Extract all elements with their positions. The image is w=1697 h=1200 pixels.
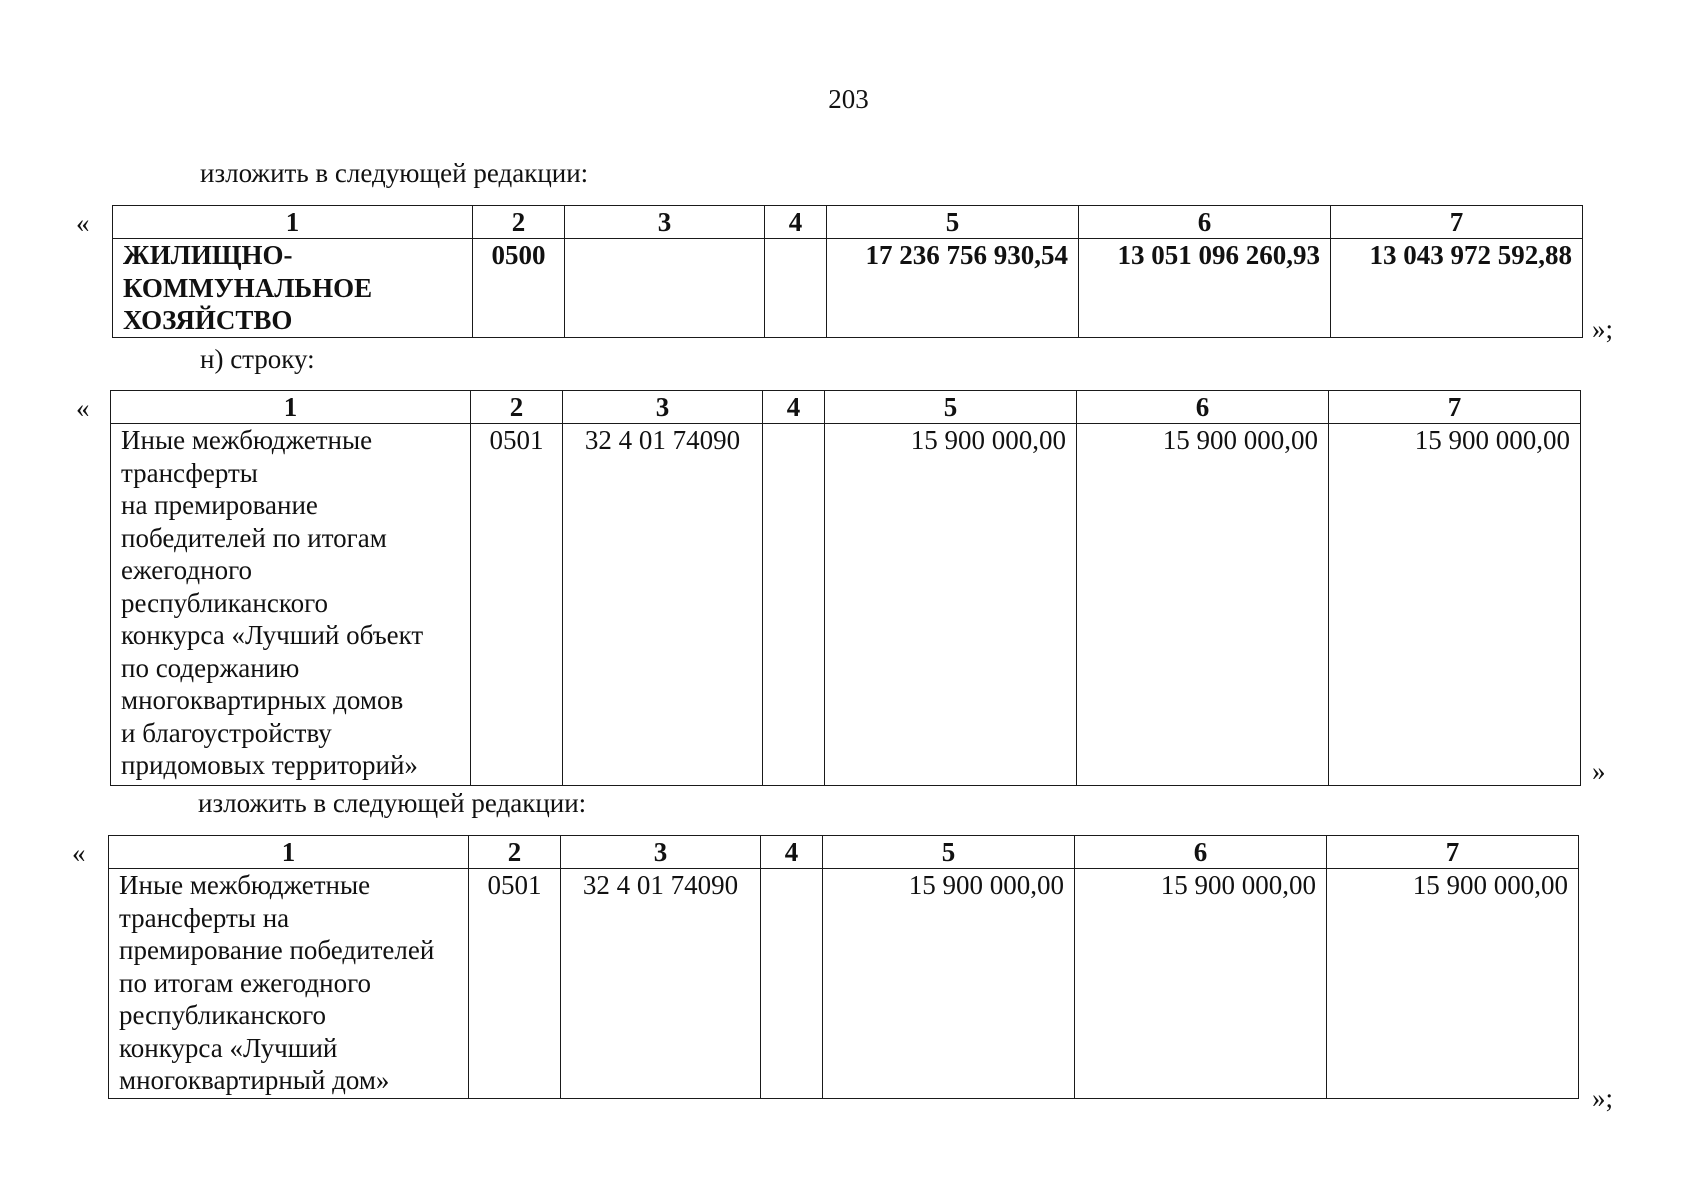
page-number: 203 bbox=[828, 84, 869, 114]
table-row bbox=[109, 869, 1579, 1099]
row-name bbox=[109, 869, 469, 1099]
row-col-7: 15 900 000,00 bbox=[1329, 424, 1581, 786]
row-col-7: 15 900 000,00 bbox=[1327, 869, 1579, 1099]
table-row bbox=[111, 424, 1581, 786]
row-col-3: 32 4 01 74090 bbox=[563, 424, 763, 786]
header-col-7: 7 bbox=[1327, 836, 1579, 869]
header-col-4: 4 bbox=[761, 836, 823, 869]
row-col-2: 0501 bbox=[469, 869, 561, 1099]
row-col-4 bbox=[763, 424, 825, 786]
section3-quote-open: « bbox=[72, 838, 86, 868]
row-name bbox=[111, 424, 471, 786]
header-col-4: 4 bbox=[763, 391, 825, 424]
row-name-text: Иные межбюджетные трансферты на премирование победителей по итогам ежегодного республиканского конкурса «Лучший многоквартирный дом» bbox=[119, 870, 435, 1095]
header-col-1: 1 bbox=[113, 206, 473, 239]
table-row bbox=[113, 239, 1583, 338]
section2-quote-close: » bbox=[1592, 756, 1606, 786]
header-col-3: 3 bbox=[565, 206, 765, 239]
section3-intro: изложить в следующей редакции: bbox=[198, 788, 587, 818]
header-col-2: 2 bbox=[471, 391, 563, 424]
header-col-6: 6 bbox=[1075, 836, 1327, 869]
header-col-2: 2 bbox=[473, 206, 565, 239]
row-col-4 bbox=[761, 869, 823, 1099]
section1-quote-close: »; bbox=[1592, 314, 1614, 344]
row-col-7: 13 043 972 592,88 bbox=[1331, 239, 1583, 338]
row-col-6: 13 051 096 260,93 bbox=[1079, 239, 1331, 338]
row-col-3: 32 4 01 74090 bbox=[561, 869, 761, 1099]
row-name-text: Иные межбюджетные трансферты на премирование победителей по итогам ежегодного республиканского конкурса «Лучший объект по содержанию многоквартирных домов и благоустройству придомовых территорий» bbox=[121, 425, 424, 780]
row-name bbox=[113, 239, 473, 338]
header-col-3: 3 bbox=[561, 836, 761, 869]
header-col-5: 5 bbox=[823, 836, 1075, 869]
row-col-2: 0501 bbox=[471, 424, 563, 786]
header-col-5: 5 bbox=[825, 391, 1077, 424]
header-col-3: 3 bbox=[563, 391, 763, 424]
table-header-row bbox=[109, 836, 1579, 869]
header-col-7: 7 bbox=[1331, 206, 1583, 239]
row-col-3 bbox=[565, 239, 765, 338]
section1-table bbox=[112, 205, 1583, 338]
row-name-text: ЖИЛИЩНО- КОММУНАЛЬНОЕ ХОЗЯЙСТВО bbox=[123, 240, 373, 335]
row-col-5: 15 900 000,00 bbox=[825, 424, 1077, 786]
section2-table bbox=[110, 390, 1581, 786]
table-header-row bbox=[113, 206, 1583, 239]
section2-quote-open: « bbox=[76, 393, 90, 423]
header-col-6: 6 bbox=[1079, 206, 1331, 239]
header-col-2: 2 bbox=[469, 836, 561, 869]
header-col-6: 6 bbox=[1077, 391, 1329, 424]
section2-intro: н) строку: bbox=[200, 344, 315, 374]
header-col-7: 7 bbox=[1329, 391, 1581, 424]
row-col-6: 15 900 000,00 bbox=[1077, 424, 1329, 786]
section3-table bbox=[108, 835, 1579, 1099]
header-col-5: 5 bbox=[827, 206, 1079, 239]
row-col-2: 0500 bbox=[473, 239, 565, 338]
row-col-6: 15 900 000,00 bbox=[1075, 869, 1327, 1099]
row-col-4 bbox=[765, 239, 827, 338]
header-col-1: 1 bbox=[111, 391, 471, 424]
section3-quote-close: »; bbox=[1592, 1083, 1614, 1113]
header-col-1: 1 bbox=[109, 836, 469, 869]
table-header-row bbox=[111, 391, 1581, 424]
row-col-5: 15 900 000,00 bbox=[823, 869, 1075, 1099]
section1-quote-open: « bbox=[76, 208, 90, 238]
section1-intro: изложить в следующей редакции: bbox=[200, 158, 589, 188]
row-col-5: 17 236 756 930,54 bbox=[827, 239, 1079, 338]
header-col-4: 4 bbox=[765, 206, 827, 239]
